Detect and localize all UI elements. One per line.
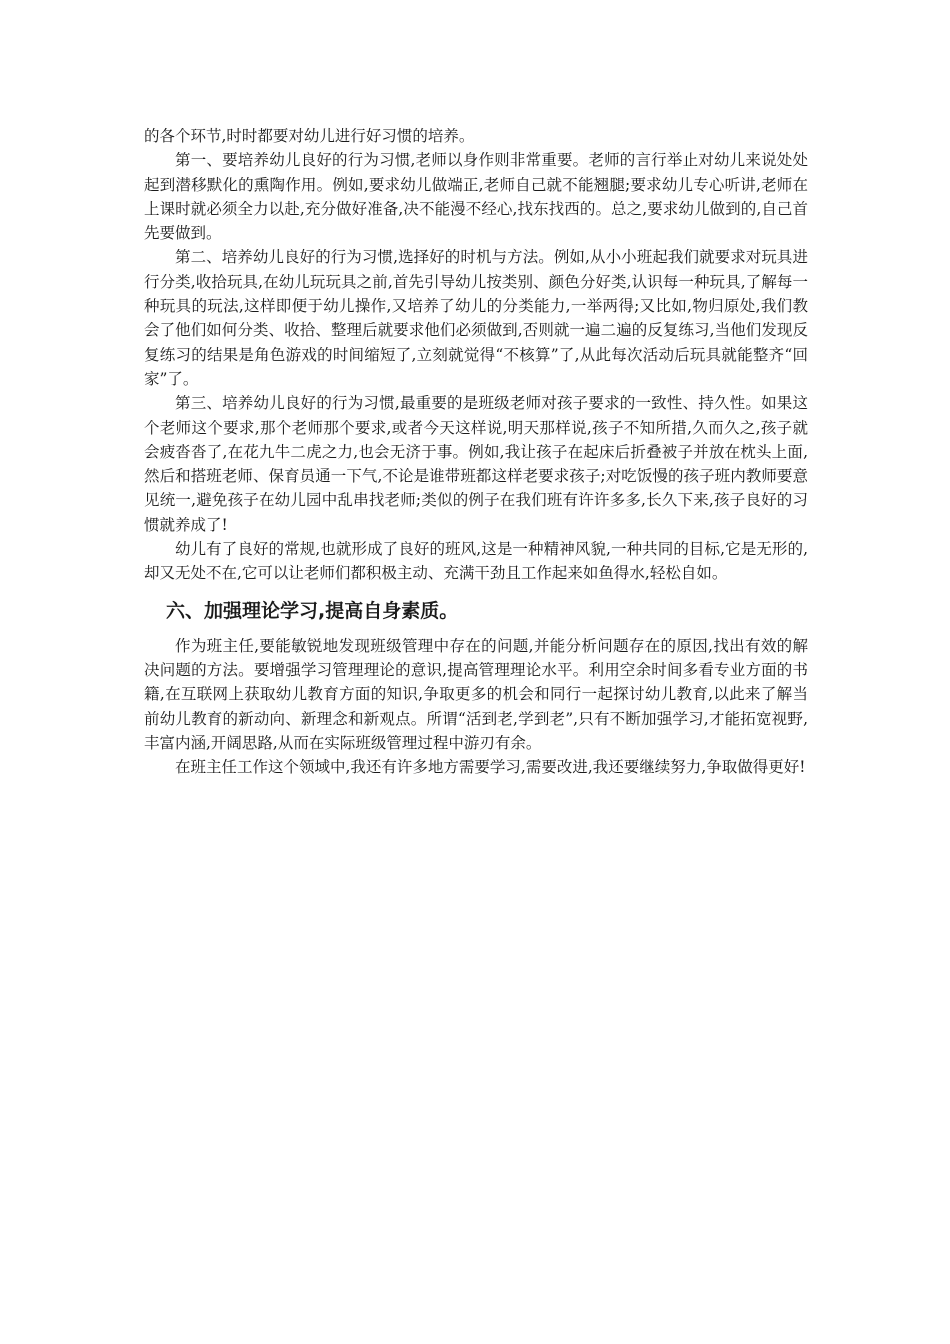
paragraph-conclusion: 在班主任工作这个领域中,我还有许多地方需要学习,需要改进,我还要继续努力,争取做得更好!	[175, 758, 806, 777]
paragraph-class-style: 幼儿有了良好的常规,也就形成了良好的班风,这是一种精神风貌,一种共同的目标,它是无形的,却又无处不在,它可以让老师们都积极主动、充满干劲且工作起来如鱼得水,轻松自如。	[144, 540, 808, 583]
paragraph-theory-study: 作为班主任,要能敏锐地发现班级管理中存在的问题,并能分析问题存在的原因,找出有效的解决问题的方法。要增强学习管理理论的意识,提高管理理论水平。利用空余时间多看专业方面的书籍,在互联网上获取幼儿教育方面的知识,争取更多的机会和同行一起探讨幼儿教育,以此来了解当前幼儿教育的新动向、新理念和新观点。所谓“活到老,学到老”,只有不断加强学习,才能拓宽视野,丰富内涵,开阔思路,从而在实际班级管理过程中游刃有余。	[144, 636, 808, 752]
document-body	[144, 124, 808, 779]
paragraph-second-point: 第二、培养幼儿良好的行为习惯,选择好的时机与方法。例如,从小小班起我们就要求对玩具进行分类,收拾玩具,在幼儿玩玩具之前,首先引导幼儿按类别、颜色分好类,认识每一种玩具,了解每一种玩具的玩法,这样即便于幼儿操作,又培养了幼儿的分类能力,一举两得;又比如,物归原处,我们教会了他们如何分类、收拾、整理后就要求他们必须做到,否则就一遍二遍的反复练习,当他们发现反复练习的结果是角色游戏的时间缩短了,立刻就觉得“不核算”了,从此每次活动后玩具就能整齐“回家”了。	[144, 248, 808, 388]
paragraph-first-point: 第一、要培养幼儿良好的行为习惯,老师以身作则非常重要。老师的言行举止对幼儿来说处处起到潜移默化的熏陶作用。例如,要求幼儿做端正,老师自己就不能翘腿;要求幼儿专心听讲,老师在上课时就必须全力以赴,充分做好准备,决不能漫不经心,找东找西的。总之,要求幼儿做到的,自己首先要做到。	[144, 151, 808, 243]
section-heading: 六、加强理论学习,提高自身素质。	[166, 599, 459, 622]
paragraph-third-point: 第三、培养幼儿良好的行为习惯,最重要的是班级老师对孩子要求的一致性、持久性。如果这个老师这个要求,那个老师那个要求,或者今天这样说,明天那样说,孩子不知所措,久而久之,孩子就会疲沓沓了,在花九牛二虎之力,也会无济于事。例如,我让孩子在起床后折叠被子并放在枕头上面,然后和搭班老师、保育员通一下气,不论是谁带班都这样老要求孩子;对吃饭慢的孩子班内教师要意见统一,避免孩子在幼儿园中乱串找老师;类似的例子在我们班有许许多多,长久下来,孩子良好的习惯就养成了!	[144, 394, 808, 534]
intro-line: 的各个环节,时时都要对幼儿进行好习惯的培养。	[144, 127, 475, 145]
